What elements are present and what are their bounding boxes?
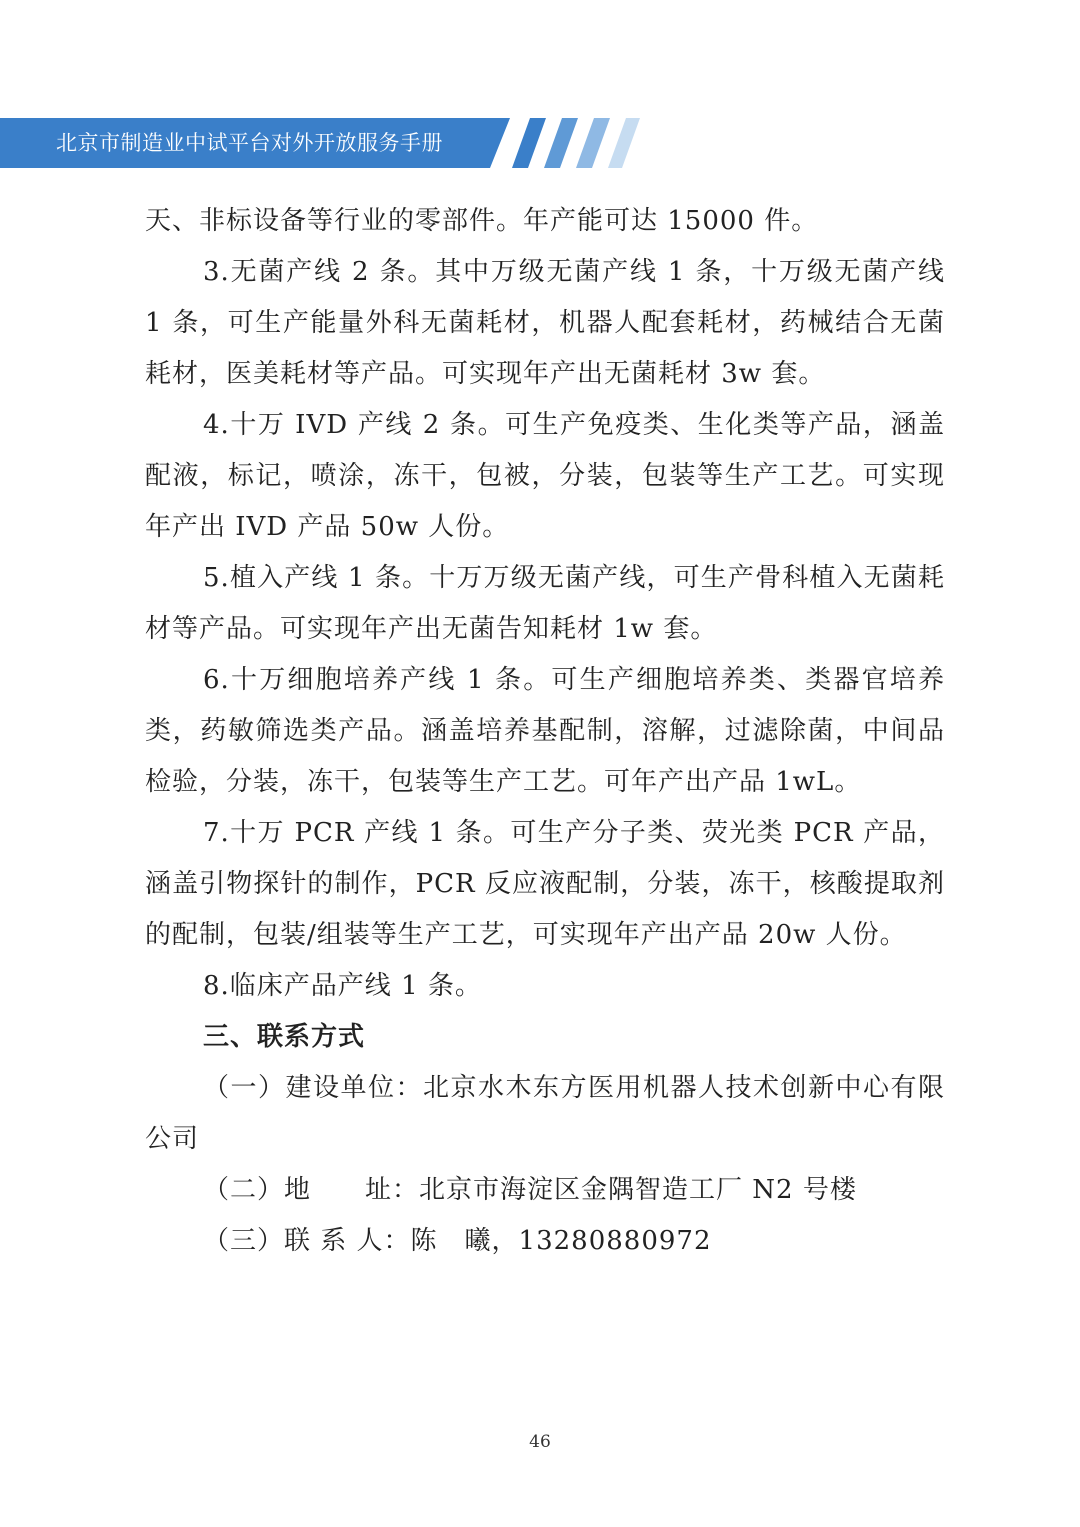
paragraph-continuation: 天、非标设备等行业的零部件。年产能可达 15000 件。 bbox=[145, 206, 819, 236]
section-heading-contact: 三、联系方式 bbox=[203, 1022, 366, 1052]
paragraph-item-6: 6.十万细胞培养产线 1 条。可生产细胞培养类、类器官培养类，药敏筛选类产品。涵盖培养基配制，溶解，过滤除菌，中间品检验，分装，冻干，包装等生产工艺。可年产出产品 1wL。 bbox=[145, 665, 945, 797]
header-stripe-4 bbox=[608, 118, 640, 168]
paragraph-item-3: 3.无菌产线 2 条。其中万级无菌产线 1 条，十万级无菌产线 1 条，可生产能量外科无菌耗材，机器人配套耗材，药械结合无菌耗材，医美耗材等产品。可实现年产出无菌耗材 3w 套。 bbox=[145, 257, 945, 389]
contact-organization: （一）建设单位：北京水木东方医用机器人技术创新中心有限公司 bbox=[145, 1073, 945, 1154]
paragraph-item-4: 4.十万 IVD 产线 2 条。可生产免疫类、生化类等产品，涵盖配液，标记，喷涂，冻干，包被，分装，包装等生产工艺。可实现年产出 IVD 产品 50w 人份。 bbox=[145, 410, 945, 542]
contact-address: （二）地 址：北京市海淀区金隅智造工厂 N2 号楼 bbox=[203, 1175, 857, 1205]
page-header-band bbox=[0, 118, 1080, 168]
paragraph-item-5: 5.植入产线 1 条。十万万级无菌产线，可生产骨科植入无菌耗材等产品。可实现年产出无菌告知耗材 1w 套。 bbox=[145, 563, 945, 644]
page-number: 46 bbox=[529, 1432, 551, 1452]
page-body bbox=[145, 196, 945, 1267]
paragraph-item-8: 8.临床产品产线 1 条。 bbox=[203, 971, 482, 1001]
header-stripe-3 bbox=[576, 118, 610, 168]
paragraph-item-7: 7.十万 PCR 产线 1 条。可生产分子类、荧光类 PCR 产品，涵盖引物探针的制作，PCR 反应液配制，分装，冻干，核酸提取剂的配制，包装/组装等生产工艺，可实现年产出产品 20w 人份。 bbox=[145, 818, 945, 950]
header-stripe-2 bbox=[544, 118, 578, 168]
contact-person: （三）联 系 人：陈 曦，13280880972 bbox=[203, 1226, 712, 1256]
header-stripe-1 bbox=[512, 118, 546, 168]
header-title: 北京市制造业中试平台对外开放服务手册 bbox=[56, 131, 443, 155]
